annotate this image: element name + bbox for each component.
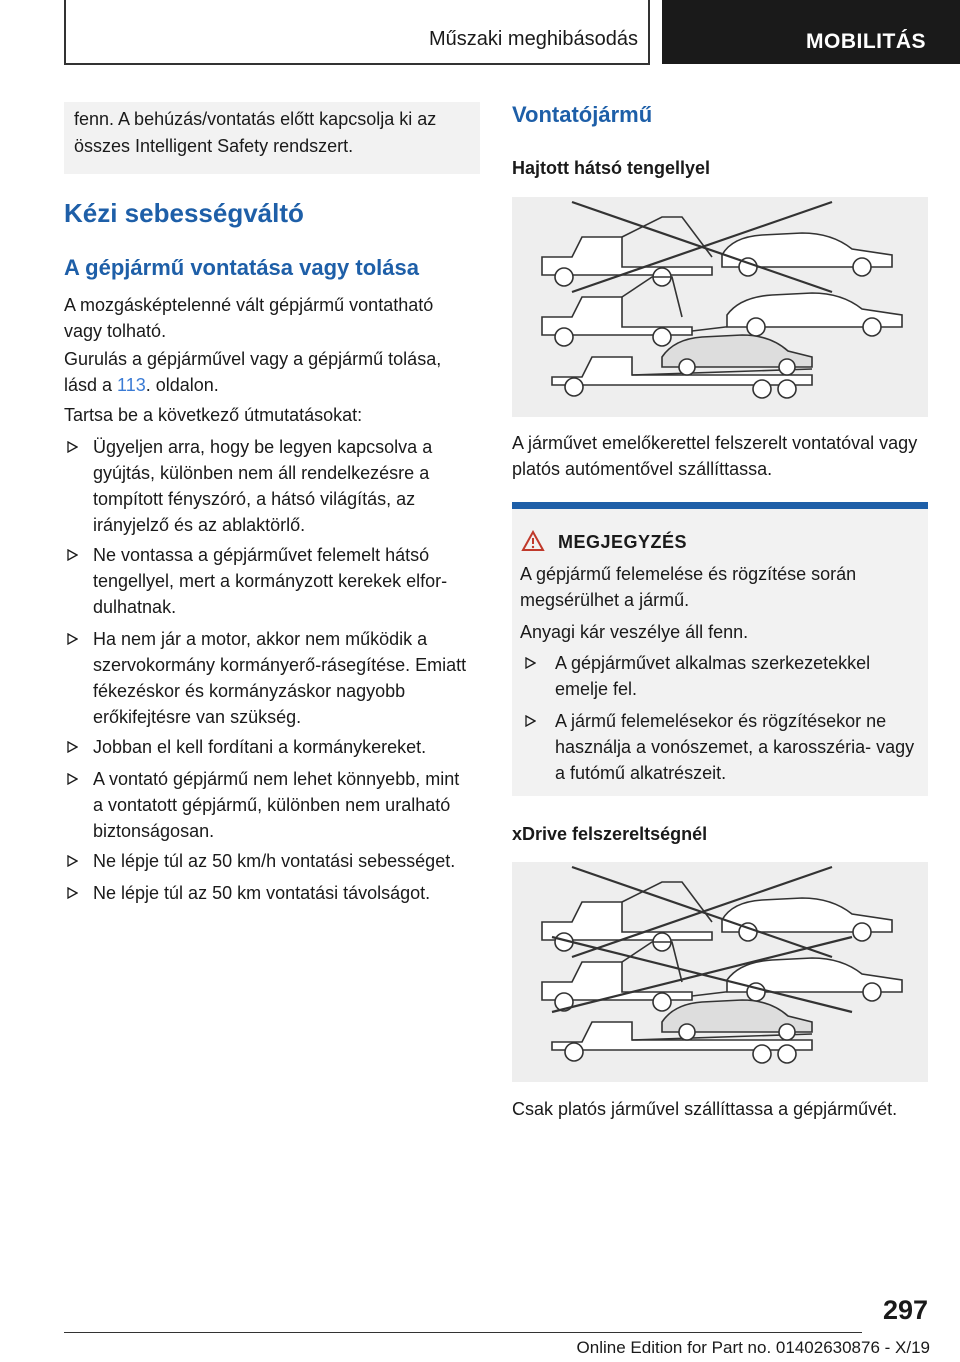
heading-towing-pushing: A gépjármű vontatása vagy tolása [64,255,419,280]
triangle-right-icon [522,650,538,676]
triangle-right-icon [64,734,80,760]
footer-edition: Online Edition for Part no. 01402630876 - X/19 [576,1338,930,1357]
triangle-right-icon [64,542,80,568]
note-text: A gépjármű felemelése és rögzítése során megsérülhet a jármű. [520,564,857,610]
caption-xdrive: Csak platós járművel szállíttassa a gépjárművét. [512,1099,898,1119]
list-item-text: A jármű felemelésekor és rögzítésekor ne használja a vonószemet, a karosszéria- vagy a futómű alkatrészeit. [555,711,915,783]
triangle-right-icon [64,626,80,652]
list-item [64,734,480,760]
list-item-text: Ne lépje túl az 50 km/h vontatási sebességet. [93,851,456,871]
chapter-label: MOBILITÁS [806,30,926,53]
list-item-text: Ha nem jár a motor, akkor nem működik a szervokormány kormányerő-rásegítése. Emiatt fékezéskor és kormányzáskor nagyobb erőkifejtésre van szükség. [93,629,467,727]
heading-towing-vehicle: Vontatójármű [512,102,653,127]
list-item-text: Ne vontassa a gépjárművet felemelt hátsó tengellyel, mert a kormányzott kerekek elfordulhatnak. [93,545,448,617]
header-rule-bottom [64,63,650,65]
note-top-bar [512,502,928,509]
heading-manual-gearbox: Kézi sebességváltó [64,198,304,228]
triangle-right-icon [64,766,80,792]
list-item [64,848,484,874]
paragraph-towable: A mozgásképtelenné vált gépjármű vontatható vagy tolható. [64,295,434,341]
towing-illustration-rear-drive [512,197,928,417]
note-text: Anyagi kár veszélye áll fenn. [520,622,749,642]
list-item-text: A vontató gépjármű nem lehet könnyebb, mint a vontatott gépjármű, különben nem uralható biztonságosan. [93,769,460,841]
header-section-title: Műszaki meghibásodás [429,28,638,50]
paragraph-instructions: Tartsa be a következő útmutatásokat: [64,405,363,425]
paragraph-text: Gurulás a gépjárművel vagy a gépjármű tolása, lásd a [64,349,442,395]
page-reference-link[interactable]: 113 [117,375,146,395]
intro-info-box: fenn. A behúzás/vontatás előtt kapcsolja ki az összes Intelligent Safety rendszert. [64,102,480,174]
triangle-right-icon [522,708,538,734]
warning-triangle-icon [521,530,545,552]
list-item [64,626,480,730]
paragraph-rolling-reference [64,346,474,398]
towing-illustration-xdrive [512,862,928,1082]
subheading-rear-axle: Hajtott hátsó tengellyel [512,158,711,178]
list-item-text: Jobban el kell fordítani a kormánykereket. [93,737,427,757]
subheading-xdrive: xDrive felszereltségnél [512,824,708,844]
list-item-text: Ne lépje túl az 50 km vontatási távolságot. [93,883,431,903]
paragraph-text: . oldalon. [145,375,219,395]
footer-rule [64,1332,862,1333]
note-title: MEGJEGYZÉS [558,532,688,552]
header-rule-left [64,0,66,64]
list-item [64,434,480,538]
triangle-right-icon [64,848,80,874]
page-number: 297 [882,1295,928,1325]
list-item-text: A gépjárművet alkalmas szerkezetekkel emelje fel. [555,653,871,699]
list-item [522,650,922,702]
list-item [522,708,922,786]
list-item [64,542,480,620]
list-item-text: Ügyeljen arra, hogy be legyen kapcsolva a gyújtás, különben nem áll rendelkezésre a tompított fényszóró, a hátsó világítás, az irányjelző és az ablaktörlő. [93,437,433,535]
triangle-right-icon [64,880,80,906]
header-rule-divider [648,0,650,64]
header-chapter-tab [662,0,960,64]
list-item [64,766,480,844]
caption-towing-vehicle: A járművet emelőkerettel felszerelt vontatóval vagy platós autómentővel szállíttassa. [512,433,918,479]
list-item [64,880,480,906]
triangle-right-icon [64,434,80,460]
